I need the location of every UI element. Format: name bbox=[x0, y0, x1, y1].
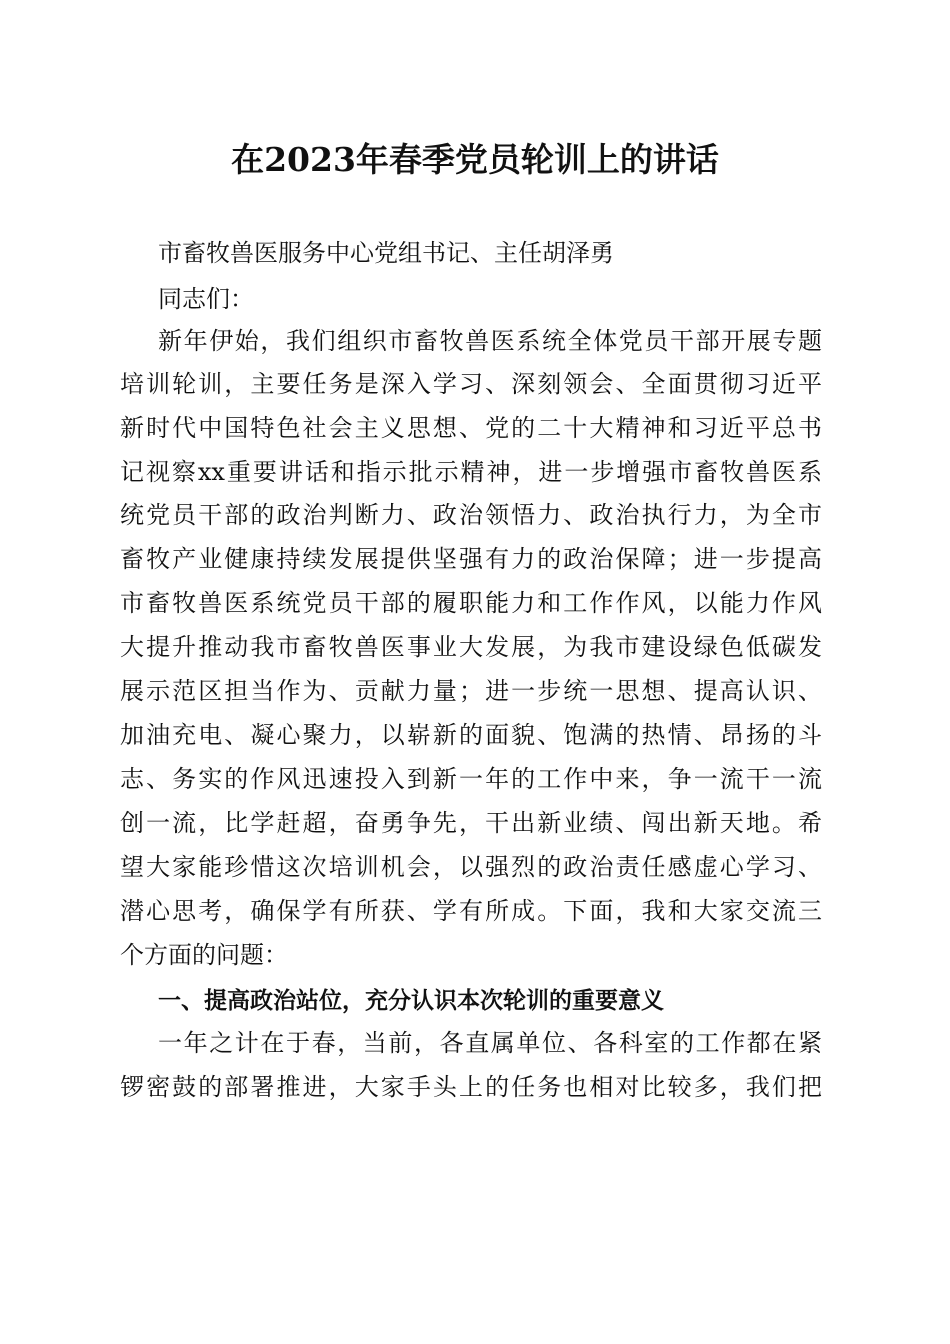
paragraph-1-line: 市畜牧兽医系统党员干部的履职能力和工作作风，以能力作风 bbox=[120, 589, 822, 617]
paragraph-1-line: 潜心思考，确保学有所获、学有所成。下面，我和大家交流三 bbox=[120, 897, 822, 925]
paragraph-1-line: 统党员干部的政治判断力、政治领悟力、政治执行力，为全市 bbox=[120, 501, 822, 529]
paragraph-1-line: 新年伊始，我们组织市畜牧兽医系统全体党员干部开展专题 bbox=[158, 327, 822, 355]
paragraph-1-line: 望大家能珍惜这次培训机会，以强烈的政治责任感虚心学习、 bbox=[120, 853, 822, 881]
paragraph-1-line: 培训轮训，主要任务是深入学习、深刻领会、全面贯彻习近平 bbox=[120, 370, 822, 398]
paragraph-2-line: 一年之计在于春，当前，各直属单位、各科室的工作都在紧 bbox=[158, 1029, 822, 1057]
paragraph-1-line: 记视察xx重要讲话和指示批示精神，进一步增强市畜牧兽医系 bbox=[120, 458, 822, 486]
paragraph-1-line: 畜牧产业健康持续发展提供坚强有力的政治保障；进一步提高 bbox=[120, 545, 822, 573]
document-title: 在2023年春季党员轮训上的讲话 bbox=[231, 140, 719, 179]
paragraph-1-line: 展示范区担当作为、贡献力量；进一步统一思想、提高认识、 bbox=[120, 677, 822, 705]
paragraph-2-line: 锣密鼓的部署推进，大家手头上的任务也相对比较多，我们把 bbox=[120, 1073, 822, 1101]
section-1-heading: 一、提高政治站位，充分认识本次轮训的重要意义 bbox=[158, 988, 664, 1014]
author-line: 市畜牧兽医服务中心党组书记、主任胡泽勇 bbox=[158, 239, 614, 267]
paragraph-1-line: 大提升推动我市畜牧兽医事业大发展，为我市建设绿色低碳发 bbox=[120, 633, 822, 661]
paragraph-1-line: 个方面的问题： bbox=[120, 941, 288, 969]
paragraph-1-line: 创一流，比学赶超，奋勇争先，干出新业绩、闯出新天地。希 bbox=[120, 809, 822, 837]
paragraph-1-line: 加油充电、凝心聚力，以崭新的面貌、饱满的热情、昂扬的斗 bbox=[120, 721, 822, 749]
paragraph-1-line: 志、务实的作风迅速投入到新一年的工作中来，争一流干一流 bbox=[120, 765, 822, 793]
paragraph-1-line: 新时代中国特色社会主义思想、党的二十大精神和习近平总书 bbox=[120, 414, 822, 442]
salutation: 同志们： bbox=[158, 285, 254, 313]
